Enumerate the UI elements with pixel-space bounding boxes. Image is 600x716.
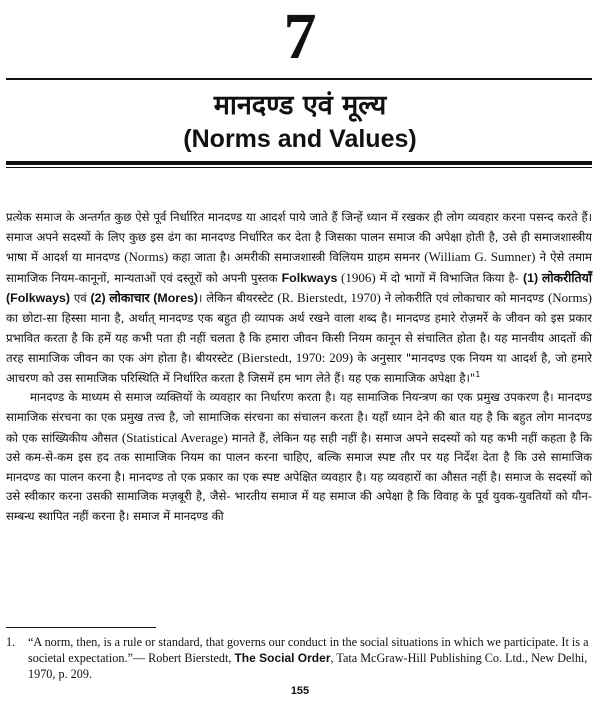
footnote-number: 1.: [6, 635, 16, 649]
paragraph-1: प्रत्येक समाज के अन्तर्गत कुछ ऐसे पूर्व निर्धारित मानदण्ड या आदर्श पाये जाते हैं जिन्हें ध्यान में रखकर ही लोग व्यवहार करना पसन्द करते हैं। समाज अपने सदस्यों के लिए कुछ इस ढंग का मानदण्ड निर्धारित कर देता है जिसका पालन समाज की अपेक्षा होती है, उसे ही समाजशास्त्रीय भाषा में आदर्श या मानदण्ड (Norms) कहा जाता है। अमरीकी समाजशास्त्री विलियम ग्राहम समनर (William G. Sumner) ने ऐसे तमाम सामाजिक नियम-कानूनों, मान्यताओं एवं दस्तूरों को अपनी पुस्तक Folkways (1906) में दो भागों में विभाजित किया है- (1) लोकरीतियाँ (Folkways) एवं (2) लोकाचार (Mores)। लेकिन बीयरस्टेट (R. Bierstedt, 1970) ने लोकरीति एवं लोकाचार को मानदण्ड (Norms) का छोटा-सा हिस्सा माना है, अर्थात् मानदण्ड एक बहुत ही व्यापक अर्थ रखने वाला शब्द है। मानदण्ड हमारे रोज़मर्रे के जीवन को इस प्रकार प्रभावित करता है कि हमें यह कभी पता ही नहीं चलता है कि हमारा जीवन किसी नियम कानून से संचालित होता है। यह मानवीय आदतों की तरह सामाजिक जीवन का एक अंग होता है। बीयरस्टेट (Bierstedt, 1970: 209) के अनुसार "मानदण्ड एक नियम या आदर्श है, जो हमारे आचरण को उस सामाजिक परिस्थिति में निर्धारित करता है जिसमें हम भाग लेते हैं। यह एक सामाजिक अपेक्षा है।"$^1$: [6, 210, 592, 385]
footnote-text: “A norm, then, is a rule or standard, that governs our conduct in the social situations in which we participate. It is a societal expectation.”— Robert Bierstedt, The Social Order, Tata McGraw-Hill Publishing Co. Ltd., New Delhi, 1970, p. 209.: [28, 635, 589, 681]
footnote-ref: 1: [475, 369, 481, 379]
top-rule: [6, 78, 592, 80]
page-number: 155: [290, 685, 310, 697]
chapter-number: 7: [283, 0, 317, 73]
title-double-rule: [6, 161, 592, 168]
footnote-rule: [6, 627, 156, 628]
footnote: [6, 634, 592, 682]
chapter-title-english: (Norms and Values): [183, 125, 417, 153]
body-text: [6, 208, 592, 527]
paragraph-2: मानदण्ड के माध्यम से समाज व्यक्तियों के व्यवहार का निर्धारण करता है। यह सामाजिक नियन्त्रण का एक प्रमुख उपकरण है। मानदण्ड सामाजिक संरचना का एक प्रमुख तत्त्व है, जो सामाजिक संरचना का संचालन करता है। यहाँ ध्यान देने की बात यह है कि बहुत लोग मानदण्ड को एक सांख्यिकीय औसत (Statistical Average) मानते हैं, लेकिन यह सही नहीं है। समाज अपने सदस्यों को यह कभी नहीं कहता है कि उसे कम-से-कम इस हद तक सामाजिक नियम का पालन करना चाहिए, बल्कि समाज स्पष्ट तौर पर यह निर्देश देता है कि उसे सामाजिक मानदण्ड का पालन करना है। मानदण्ड तो एक प्रकार का एक स्पष्ट अपेक्षित व्यवहार है। यह व्यवहारों का औसत नहीं है। समाज के सदस्यों को उसे स्वीकार करना उसकी सामाजिक मज़बूरी है, जैसे- भारतीय समाज में यह समाज की अपेक्षा है कि विवाह के पूर्व युवक-युवतियों को यौन-सम्बन्ध स्थापित नहीं करना है। समाज में मानदण्ड की: [6, 390, 592, 523]
chapter-title-hindi: मानदण्ड एवं मूल्य: [213, 90, 387, 121]
